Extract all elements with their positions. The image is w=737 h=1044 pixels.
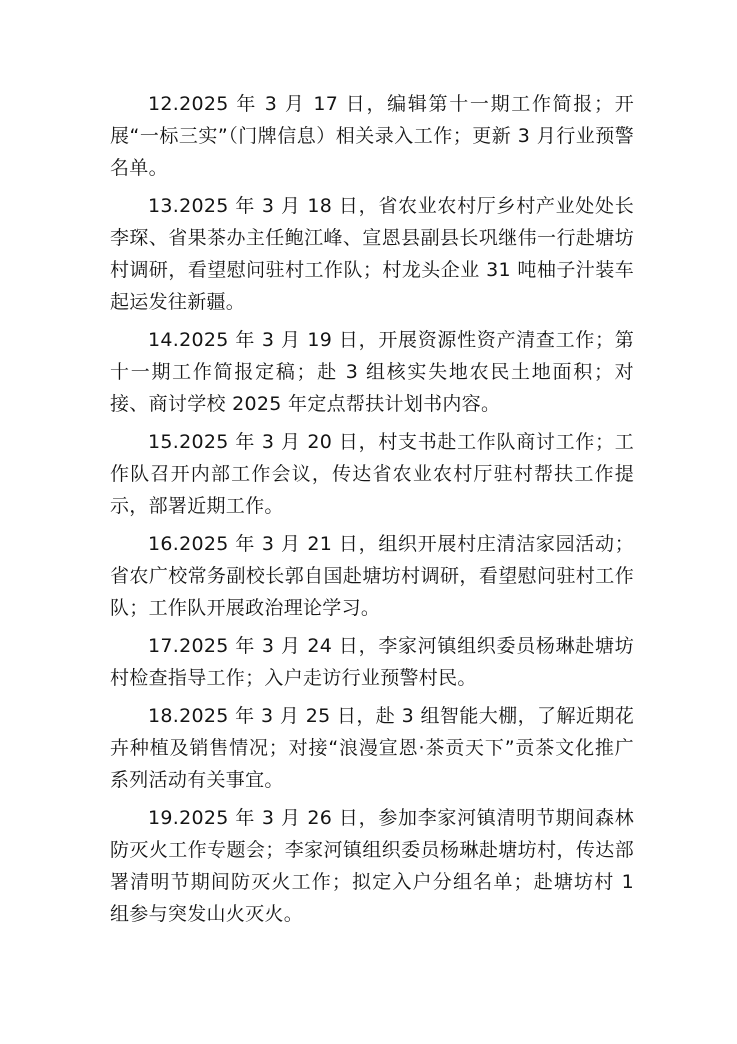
- work-log-entry-16: 16.2025 年 3 月 21 日，组织开展村庄清洁家园活动；省农广校常务副校长郭自国赴塘坊村调研，看望慰问驻村工作队；工作队开展政治理论学习。: [110, 533, 634, 619]
- work-log-entry-12: 12.2025 年 3 月 17 日，编辑第十一期工作简报；开展“一标三实”（门牌信息）相关录入工作；更新 3 月行业预警名单。: [110, 93, 634, 179]
- work-log-entry-18: 18.2025 年 3 月 25 日，赴 3 组智能大棚，了解近期花卉种植及销售情况；对接“浪漫宣恩·茶贡天下”贡茶文化推广系列活动有关事宜。: [110, 705, 634, 791]
- document-body: [110, 88, 634, 936]
- work-log-entry-19: 19.2025 年 3 月 26 日，参加李家河镇清明节期间森林防灭火工作专题会；李家河镇组织委员杨琳赴塘坊村，传达部署清明节期间防灭火工作；拟定入户分组名单；赴塘坊村 1 组参与突发山火灭火。: [110, 807, 634, 925]
- work-log-entry-13: 13.2025 年 3 月 18 日，省农业农村厅乡村产业处处长李琛、省果茶办主任鲍江峰、宣恩县副县长巩继伟一行赴塘坊村调研，看望慰问驻村工作队；村龙头企业 31 吨柚子汁装车起运发往新疆。: [110, 195, 634, 313]
- work-log-entry-17: 17.2025 年 3 月 24 日，李家河镇组织委员杨琳赴塘坊村检查指导工作；入户走访行业预警村民。: [110, 635, 634, 689]
- work-log-entry-15: 15.2025 年 3 月 20 日，村支书赴工作队商讨工作；工作队召开内部工作会议，传达省农业农村厅驻村帮扶工作提示，部署近期工作。: [110, 431, 634, 517]
- work-log-entry-14: 14.2025 年 3 月 19 日，开展资源性资产清查工作；第十一期工作简报定稿；赴 3 组核实失地农民土地面积；对接、商讨学校 2025 年定点帮扶计划书内容。: [110, 329, 634, 415]
